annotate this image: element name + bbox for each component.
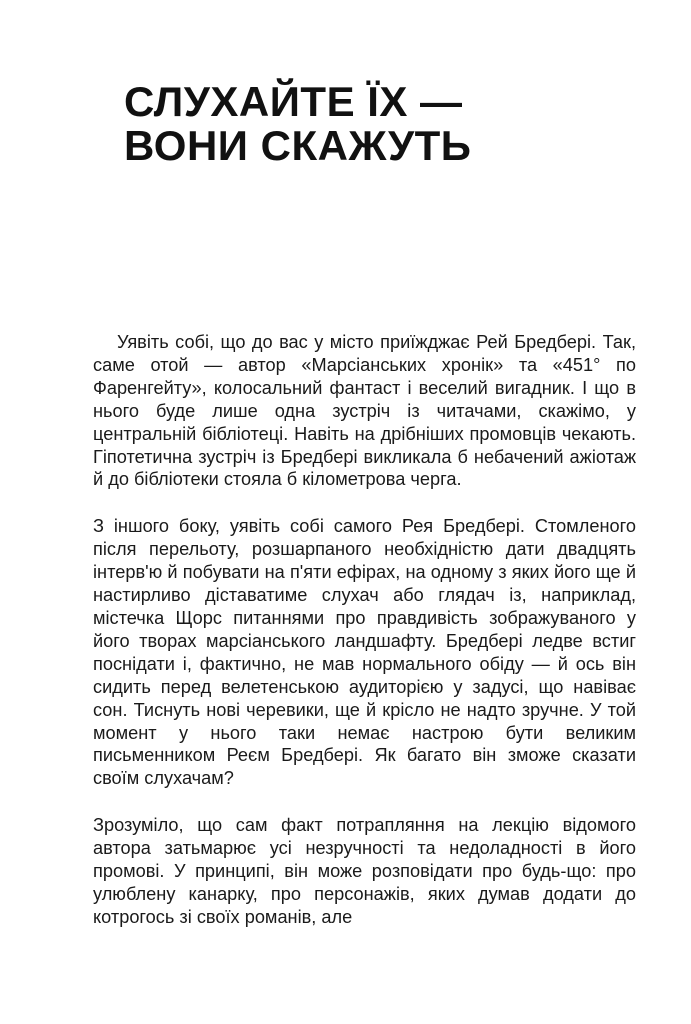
chapter-title-line-2: ВОНИ СКАЖУТЬ bbox=[124, 122, 472, 169]
paragraph-2: З іншого боку, уявіть собі самого Рея Бредбері. Стомленого після перельоту, розшарпаного необхідністю дати двадцять інтерв'ю й побувати на п'яти ефірах, на одному з яких його ще й настирливо діставатиме слухач або глядач із, наприклад, містечка Щорс питаннями про правдивість зображуваного у його творах марсіанського ландшафту. Бредбері ледве встиг поснідати і, фактично, не мав нормального обіду — й ось він сидить перед велетенською аудиторією у задусі, що навіває сон. Тиснуть нові черевики, ще й крісло не надто зручне. У той момент у нього таки немає настрою бути великим письменником Реєм Бредбері. Як багато він зможе сказати своїм слухачам? bbox=[93, 516, 636, 789]
chapter-title-line-1: СЛУХАЙТЕ ЇХ — bbox=[124, 78, 463, 125]
chapter-body bbox=[93, 331, 636, 953]
paragraph-1: Уявіть собі, що до вас у місто приїжджає Рей Бредбері. Так, саме отой — автор «Марсіанських хронік» та «451° по Фаренгейту», колосальний фантаст і веселий вигадник. І що в нього буде лише одна зустріч із читачами, скажімо, у центральній бібліотеці. Навіть на дрібніших промовців чекають. Гіпотетична зустріч із Бредбері викликала б небачений ажіотаж й до бібліотеки стояла б кілометрова черга. bbox=[93, 332, 636, 490]
paragraph-3: Зрозуміло, що сам факт потрапляння на лекцію відомого автора затьмарює усі незручності та недоладності в його промові. У принципі, він може розповідати про будь-що: про улюблену канарку, про персонажів, яких думав додати до котрогось зі своїх романів, але bbox=[93, 815, 636, 927]
chapter-title bbox=[124, 80, 604, 168]
